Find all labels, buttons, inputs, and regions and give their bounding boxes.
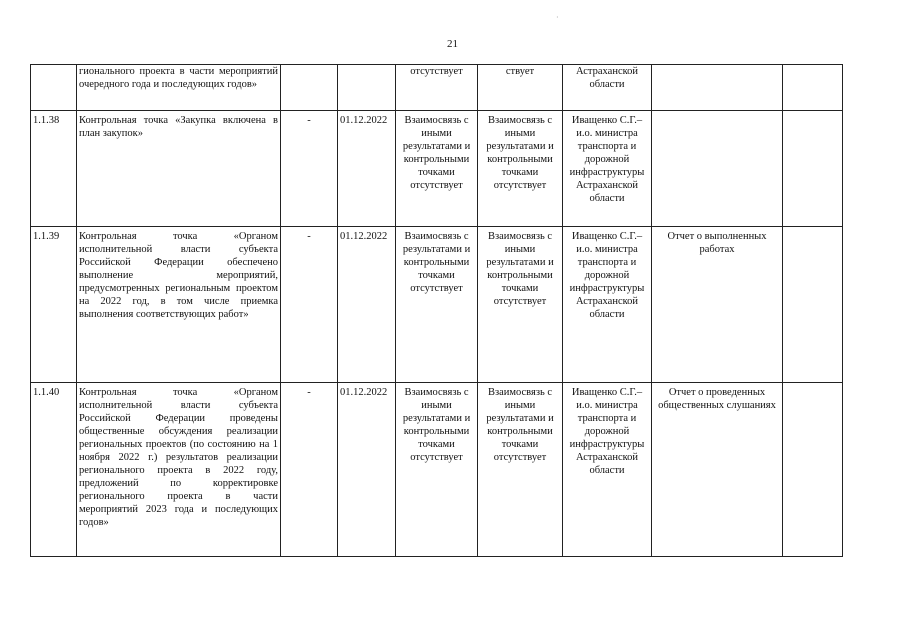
row-extra [783,383,843,557]
row-date: 01.12.2022 [338,227,396,383]
row-responsible: Астраханской области [563,65,652,111]
table-row [31,227,843,383]
row-previous: - [281,227,338,383]
row-link-indicators: отсутствует [396,65,478,111]
row-responsible: Иващенко С.Г.– и.о. министра транспорта и дорожной инфраструктуры Астраханской области [563,227,652,383]
row-number: 1.1.38 [31,111,77,227]
row-description: Контрольная точка «Закупка включена в план закупок» [77,111,281,227]
row-extra [783,227,843,383]
row-link-indicators: Взаимосвязь с иными результатами и контрольными точками отсутствует [396,383,478,557]
row-description: гионального проекта в части мероприятий очередного года и последующих годов» [77,65,281,111]
row-link-results: ствует [478,65,563,111]
control-points-table [30,64,843,557]
row-number: 1.1.40 [31,383,77,557]
table-row [31,65,843,111]
row-date [338,65,396,111]
row-number: 1.1.39 [31,227,77,383]
row-document: Отчет о выполненных работах [652,227,783,383]
row-previous [281,65,338,111]
scan-mark: · [556,13,559,22]
row-link-results: Взаимосвязь с иными результатами и контрольными точками отсутствует [478,111,563,227]
row-extra [783,111,843,227]
row-link-results: Взаимосвязь с иными результатами и контрольными точками отсутствует [478,383,563,557]
row-description: Контрольная точка «Органом исполнительной власти субъекта Российской Федерации проведены общественные обсуждения реализации региональных проектов (по состоянию на 1 ноября 2022 г.) результатов реализации регионального проекта в 2022 году, предложений по корректировке регионального проекта в части мероприятий 2023 года и последующих годов» [77,383,281,557]
row-date: 01.12.2022 [338,383,396,557]
page-number: 21 [447,38,458,50]
row-document: Отчет о проведенных общественных слушаниях [652,383,783,557]
row-previous: - [281,383,338,557]
row-document [652,111,783,227]
row-description: Контрольная точка «Органом исполнительной власти субъекта Российской Федерации обеспечено выполнение мероприятий, предусмотренных региональным проектом на 2022 год, в том числе приемка выполнения соответствующих работ» [77,227,281,383]
row-extra [783,65,843,111]
table-row [31,111,843,227]
row-document [652,65,783,111]
row-date: 01.12.2022 [338,111,396,227]
row-link-indicators: Взаимосвязь с результатами и контрольными точками отсутствует [396,227,478,383]
row-number [31,65,77,111]
row-previous: - [281,111,338,227]
table-row [31,383,843,557]
row-responsible: Иващенко С.Г.– и.о. министра транспорта и дорожной инфраструктуры Астраханской области [563,111,652,227]
row-responsible: Иващенко С.Г.– и.о. министра транспорта и дорожной инфраструктуры Астраханской области [563,383,652,557]
row-link-indicators: Взаимосвязь с иными результатами и контрольными точками отсутствует [396,111,478,227]
row-link-results: Взаимосвязь с иными результатами и контрольными точками отсутствует [478,227,563,383]
